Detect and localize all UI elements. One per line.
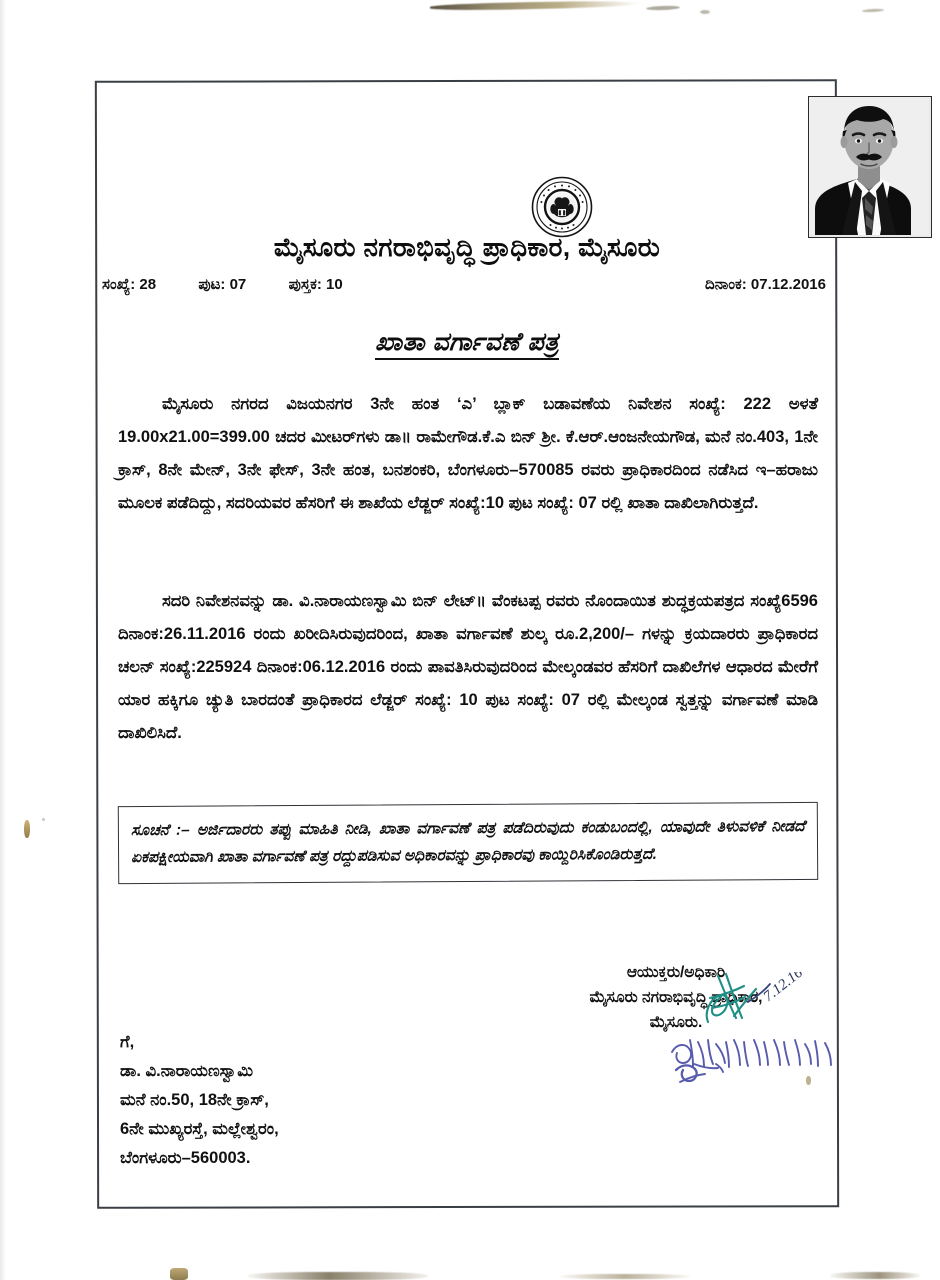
addressee-line-3: 6ನೇ ಮುಖ್ಯರಸ್ತೆ, ಮಲ್ಲೇಶ್ವರಂ, [120, 1120, 279, 1138]
page-title [96, 328, 838, 357]
scan-edge-shadow [0, 0, 6, 1280]
scan-artifact-top-speck-4 [862, 8, 884, 12]
document-body [96, 80, 838, 1208]
meta-left-group [102, 276, 343, 293]
addressee-name: ಡಾ. ವಿ.ನಾರಾಯಣಸ್ವಾಮಿ [120, 1062, 253, 1080]
addressee-block [120, 1028, 279, 1173]
meta-date-group [705, 276, 826, 293]
signatory-authority-line-2: ಮೈಸೂರು. [649, 1014, 703, 1031]
document-meta-row [96, 276, 838, 300]
note-box [118, 802, 818, 884]
scan-artifact-bottom-smudge-b [248, 1272, 428, 1280]
body-paragraph-1-block [118, 388, 818, 520]
date-value: 07.12.2016 [750, 276, 826, 293]
official-portrait-photograph [808, 96, 932, 238]
scan-artifact-bottom-smudge-c [560, 1274, 690, 1279]
organization-title: ಮೈಸೂರು ನಗರಾಭಿವೃದ್ಧಿ ಪ್ರಾಧಿಕಾರ, ಮೈಸೂರು [273, 232, 661, 262]
number-label: ಸಂಖ್ಯೆ: [102, 276, 136, 293]
addressee-line-4: ಬೆಂಗಳೂರು–560003. [120, 1149, 251, 1167]
scan-artifact-bottom-speck-a [170, 1268, 188, 1280]
body-paragraph-2: ಸದರಿ ನಿವೇಶನವನ್ನು ಡಾ. ವಿ.ನಾರಾಯಣಸ್ವಾಮಿ ಬಿನ್ ಲೇಟ್॥ ವೆಂಕಟಪ್ಪ ರವರು ನೊಂದಾಯಿತ ಶುದ್ಧಕ್ರಯಪತ್ರದ ಸಂಖ್ಯೆ6596 ದಿನಾಂಕ:26.11.2016 ರಂದು ಖರೀದಿಸಿರುವುದರಿಂದ, ಖಾತಾ ವರ್ಗಾವಣೆ ಶುಲ್ಕ ರೂ.2,200/– ಗಳನ್ನು ಕ್ರಯದಾರರು ಪ್ರಾಧಿಕಾರದ ಚಲನ್ ಸಂಖ್ಯೆ:225924 ದಿನಾಂಕ:06.12.2016 ರಂದು ಪಾವತಿಸಿರುವುದರಿಂದ ಮೇಲ್ಕಂಡವರ ಹೆಸರಿಗೆ ದಾಖಿಲೆಗಳ ಆಧಾರದ ಮೇರೆಗೆ ಯಾರ ಹಕ್ಕಿಗೂ ಚ್ಯುತಿ ಬಾರದಂತೆ ಪ್ರಾಧಿಕಾರದ ಲೆಡ್ಜರ್ ಸಂಖ್ಯೆ: 10 ಪುಟ ಸಂಖ್ಯೆ: 07 ರಲ್ಲಿ ಮೇಲ್ಕಂಡ ಸ್ವತ್ತನ್ನು ವರ್ಗಾವಣೆ ಮಾಡಿ ದಾಖಿಲಿಸಿದೆ. [118, 592, 818, 742]
scan-artifact-top-speck-2 [646, 5, 680, 10]
book-value: 10 [326, 276, 343, 293]
body-paragraph-2-block [118, 585, 818, 750]
karnataka-state-emblem-seal-icon [531, 176, 593, 238]
scan-artifact-top-smudge [430, 0, 640, 11]
signatory-authority-line-1: ಮೈಸೂರು ನಗರಾಭಿವೃದ್ಧಿ ಪ್ರಾಧಿಕಾರ, [589, 989, 763, 1006]
note-text: ಸೂಚನೆ :– ಅರ್ಜಿದಾರರು ತಪ್ಪು ಮಾಹಿತಿ ನೀಡಿ, ಖಾತಾ ವರ್ಗಾವಣೆ ಪತ್ರ ಪಡೆದಿರುವುದು ಕಂಡುಬಂದಲ್ಲಿ, ಯಾವುದೇ ತಿಳುವಳಿಕೆ ನೀಡದೆ ಏಕಪಕ್ಷೀಯವಾಗಿ ಖಾತಾ ವರ್ಗಾವಣೆ ಪತ್ರ ರದ್ದುಪಡಿಸುವ ಅಧಿಕಾರವನ್ನು ಪ್ರಾಧಿಕಾರವು ಕಾಯ್ದಿರಿಸಿಕೊಂಡಿರುತ್ತದೆ. [130, 817, 805, 867]
scan-artifact-left-speck-a [24, 820, 30, 838]
scan-artifact-left-speck-b [42, 818, 45, 821]
date-label: ದಿನಾಂಕ: [705, 276, 747, 293]
addressee-salutation: ಗೆ, [120, 1033, 135, 1051]
signatory-designation: ಆಯುಕ್ತರು/ಅಧಿಕಾರಿ [626, 964, 726, 981]
scan-artifact-bottom-smudge-d [830, 1272, 920, 1279]
number-value: 28 [139, 276, 157, 293]
svg-text:7.12.16: 7.12.16 [760, 972, 806, 1006]
page-title-text: ಖಾತಾ ವರ್ಗಾವಣೆ ಪತ್ರ [375, 328, 559, 360]
scan-artifact-top-speck-3 [700, 10, 710, 14]
page-value: 07 [229, 276, 247, 293]
book-label: ಪುಸ್ತಕ: [288, 276, 322, 293]
blue-rubber-stamp [664, 1026, 894, 1088]
signature-block [526, 960, 826, 1035]
addressee-line-2: ಮನೆ ನಂ.50, 18ನೇ ಕ್ರಾಸ್, [120, 1091, 269, 1109]
page-label: ಪುಟ: [198, 276, 226, 293]
body-paragraph-1: ಮೈಸೂರು ನಗರದ ವಿಜಯನಗರ 3ನೇ ಹಂತ ‘ಎ’ ಬ್ಲಾಕ್ ಬಡಾವಣೆಯ ನಿವೇಶನ ಸಂಖ್ಯೆ: 222 ಅಳತೆ 19.00x21.00=399.00 ಚದರ ಮೀಟರ್‌ಗಳು ಡಾ॥ ರಾಮೇಗೌಡ.ಕೆ.ಎ ಬಿನ್ ಶ್ರೀ. ಕೆ.ಆರ್.ಆಂಜನೇಯಗೌಡ, ಮನೆ ನಂ.403, 1ನೇ ಕ್ರಾಸ್, 8ನೇ ಮೇನ್, 3ನೇ ಫೇಸ್, 3ನೇ ಹಂತ, ಬನಶಂಕರಿ, ಬೆಂಗಳೂರು–570085 ರವರು ಪ್ರಾಧಿಕಾರದಿಂದ ನಡೆಸಿದ ಇ–ಹರಾಜು ಮೂಲಕ ಪಡೆದಿದ್ದು, ಸದರಿಯವರ ಹೆಸರಿಗೆ ಈ ಶಾಖೆಯ ಲೆಡ್ಜರ್ ಸಂಖ್ಯೆ:10 ಪುಟ ಸಂಖ್ಯೆ: 07 ರಲ್ಲಿ ಖಾತಾ ದಾಖಿಲಾಗಿರುತ್ತದೆ. [118, 395, 818, 512]
